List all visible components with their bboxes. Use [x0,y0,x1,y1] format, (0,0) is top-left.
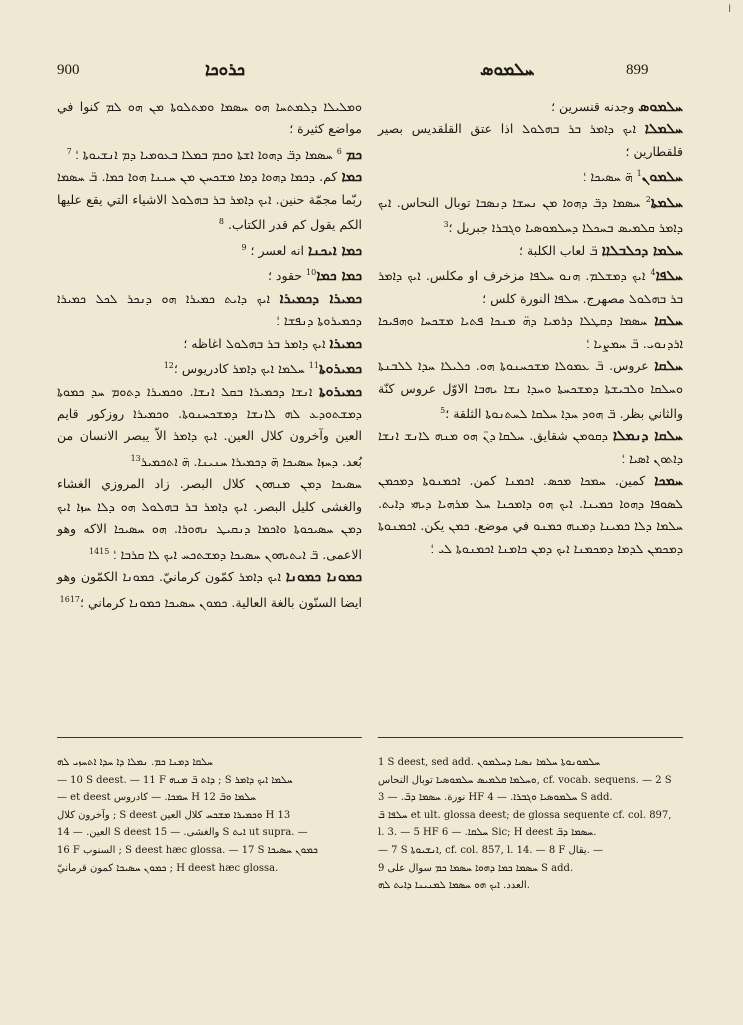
footnote-divider [378,737,683,738]
entry: ܚܠܡܘܢ$^1$ ܗ̈ ܚܣܝܟܐ ؛ [583,169,683,186]
entry: ܚܣܝܟܐ ܕܡܢ ܡܢܗܘܢ كلال البصر. زاد المروزي الغشاء والغشى كليل البصر. ܐܝܟ ܕܐܡܪ ܒܪ ܒܗܠܘܠ ܗܘ ܕܠܐ ܚܙܐ ܐܝܟ ܕܡܢ ܚܣܝܟܘܬܐ ܘܐܟܡܐ ܕܢܩܝܛ ܢܗܘܪܐ. ܗܘ ܚܣܝܟܐ الاكه وهو الاعمى. ܒ̈ ܐܝܬܝܗܘܢ ܚܣܝܟܐ ܕܡܫܬܟܚ ܐܝܟ ܠܐ ܩܪܒܐ ؛ $^{1415}$ [57,476,362,562]
lemma: ܚܠܡܠܐ [644,121,683,138]
entry: ܟܡܝܪܘܬܐ$^{11}$ ܚܠܡܐ ܐܝܟ ܕܐܡܪ كادريوس ؛$^{12}$ [163,361,362,378]
lemma: ܚܠܩܐ [654,313,683,330]
entry: ܚܡܟܐ كمين. ܚܡܟܐ ܡܟܣ. ܐܟܡܢܐ كمن. ܐܟܡܢܘܬܐ ܕܡܟܡܢ ܠܣܘܦܐ ܕܗܘܐ ܟܡܝܢܐ. ܐܝܟ ܗܘ ܕܐܡܟܢܐ ܚܠ ܡܪܗܝܐ ܕܝܗܝ ܕܐܝܬ. ܚܠܡܐ ܕܠܐ ܟܡܝܢܐ ܕܡܢܗ ܟܡܢܘ في موضع. ܟܡܢ يكن. ܐܟܡܢܘܬܐ ܕܡܟܡܢ ܠܕܡܐ ܕܡܟܡܢܐ ܐܝܟ ܕܡܢ ܟܐܡܢܐ ܐܟܡܢܘܬܐ ܠܝ ؛ [378,473,683,556]
footnote-line: ܟܡܘܢ ܚܣܝܟܐ كمون قرمانيّ ; H deest hæc glossa. [57,862,279,874]
lemma: ܚܠܡܘܢ [641,169,683,186]
right-running-title: ܚܠܡܘܣ [480,60,535,80]
corner-mark: ا [728,4,731,15]
footnote-line: 1 S deest, sed add. ܚܠܡܘܢܘܬܐ ܚܠܡܐ ܢܣܝܐ ܕܚܠܡܘܢ [378,757,601,768]
footnote-line: — 10 S deest. — 11 F ܕܐܬ ܒ̈ ܡܢܗ ; S ܚܠܡܐ ܐܝܟ ܕܐܡܪ [57,774,293,786]
footnote-line: العين. — 14 S deest والغشى. — 15 S ܐܝܬ ut supra. — [57,827,308,839]
left-page-number: 900 [57,62,80,78]
entry: ܚܠܩܐ ܚܣܡܐ ܕܩܛܠܐ ܕܪܡܝܐ ܕܗ̈ ܡܢܟܐ ܦܬܝܐ ܡܫܟܚܐ ܘܗܦܝܟܐ ܐܪܕܢܘܝ. ܒ̈ ܚܡܨܝܐ ؛ [378,313,683,351]
entry: ܚܠܩܐ عروس. ܒ̈ ܥܡܘܠܐ ܡܫܟܚܢܘܬܐ ܗܘ. ܟܠܝܠܐ ܚܕܐ ܠܠܒܢܬܐ ܘܚܠܩܐ ܘܠܒܝܫܬܐ ܕܡܫܟܚܬܐ ܘܚܕܐ ܢܫܐ ܝܗܒܐ الاوّل عروس كنّة والثاني بظر. ܒ̈ ܗܘܕ ܚܕܐ ܚܠܩܐ ܠܚܬܢܘܬܐ الثلقة ؛$^5$ [378,358,683,422]
entry: ܚܠܡܐ ܕܟܠܒܠܐܐ ܒ̈ لعاب الكلبة ؛ [519,242,683,259]
footnote-line: وآخرون كلال ; S deest ܘܟܡܝܪܐ ܡܫܟܚ كلال العين H 13 [57,809,291,821]
lemma: ܚܠܡܘܣ [638,99,683,115]
entry: ܚܠܡܠܐ ܐܝܟ ܕܐܡܪ ܒܪ ܒܗܠܘܠ اذا عتق القلقديس بصير قلقطارين ؛ [378,121,683,159]
lemma: ܟܡܘܢܐ ܟܡܘܢܐ [285,569,362,586]
entry: ܟܡܝܪܘܬܐ ܐܢܫܐ ܕܟܡܝܪܐ ܒܩܠ ܐܢܫܐ. ܘܟܡܝܪܐ ܕܬܘܡ ܚܕ ܟܡܘܬܐ ܕܡܫܬܘܕܥ ܠܗ ܠܐܢܫܐ ܕܡܫܟܚܢܘܬܐ. ܘܟܡܝܪܐ روزكور قايم العين وآخرون كلال العين. ܐܝܟ ܕܐܡܪ الاّ يبصر الانسان من بُعد. ܕܚܙܐ ܚܣܝܟܐ ܗ̈ ܕܟܡܝܪܐ ܚܢܝܢܐ. ܗ̈ ܐܬܟܡܝܪ$^{13}$ [57,383,362,470]
entry: ܘܡܠܝܠܐ ܕܠܡܬܚܐ ܗܘ ܚܣܡܐ ܘܡܬܠܘܬܐ ܡܢ ܗܘ ܠܡ كنوا في مواضع كثيرة ؛ [57,99,362,137]
entry: ܟܡ $^6$ ܚܣܡܐ ܕܒ̈ ܕܗܘܐ ܐܫܬܐ ܘܟܡ ܒܡܠܐ ܒܥܘܡܝܐ ܕܡ ܐܢܫܝܘܬܐ ؛ $^7$ [66,146,362,163]
lemma: ܟܡܐ ܐܝܟܢܐ [307,242,362,259]
lemma: ܚܠܡܬܐ [650,194,683,211]
entry: ܚܠܡܬܐ$^2$ ܚܣܡܐ ܕܒ̈ ܕܗܘܐ ܡܢ ܢܚܫܐ ܕܢܣܒܐ توبال النحاس. ܐܝܟ ܕܐܡܪ ܩܠܡܝܣ ܒܚܟܠܐ ܕܚܠܡܘܣܝܐ ܘܓܒܪܐ جبريل ؛$^3$ [378,194,683,236]
left-footnotes [57,754,362,877]
right-column [378,96,683,560]
lemma: ܚܠܩܐ ܕܢܡܠܐ [612,428,683,445]
lemma: ܟܡܐ ܟܡܐ [316,268,362,285]
lemma: ܚܠܦܐ [655,268,683,285]
footnote-divider [57,737,362,738]
footnote-line: العدد. ܐܝܟ ܗܘ ܚܣܡܐ ܠܡܢܝܢܐ ܕܐܝܬ ܠܗ. [378,880,530,892]
footnote-line: ܚܠܦܐ ܒ̈ et ult. glossa deest; de glossa sequente cf. col. 897, [378,809,672,821]
footnote-line: ܘܚܠܡܐ ܩܠܡܝܣ ܚܠܡܘܣܝܐ توبال النحاس, cf. vocab. sequens. — 2 S [378,774,672,786]
entry: ܟܡܐ كم. ܕܟܡܐ ܕܗܘܐ ܕܡܐ ܡܫܟܚܢ ܡܢ ܚܢܢܐ ܗܘܐ ܟܡܐ. ܒ̈ ܚܣܡܐ ربّما مجمّة حنين. ܐܝܟ ܕܐܡܪ ܒܪ ܒܗܠܘܠ الاشياء التي يقع عليها الكم يقول كم قدر الكتاب. $^8$ [57,169,362,233]
lemma: ܚܠܡܐ ܕܟܠܒܠܐܐ [601,242,683,259]
footnote-line: ܚܠܩܐ ܕܡܢܐ ܟܡ. ܢܡܠܐ ܕܐ ܚܕܐ ܐܬܚܙܝ ܠܗ [57,757,213,768]
entry: ܟܡܘܢܐ ܟܡܘܢܐ ܐܝܟ ܕܐܡܪ كمّون كرمانيّ. ܟܡܘܢܐ الكمّون وهو ايضا السنّون بالغة العالية. ܟܡܘܢ ܚܣܝܟܐ ܟܡܘܢܐ كرماني ؛$^{1617}$ [57,569,362,610]
entry: ܚܠܩܐ ܕܢܡܠܐ ܕܩܘܡܢ شقايق. ܚܠܩܐ ܕܢ̈ ܗܘ ܡܢܗ ܠܐܢܫ ܐܢܫܐ ܕܐܬܘܢ ܐܣܝܐ ؛ [378,428,683,466]
right-page-number: 899 [626,62,649,78]
footnote-line: l. 3. — 5 HF ܚܠܩܐ. — 6 Sic; H deest ܚܣܡܐ ܕܒ̈. [378,827,597,839]
entry: ܟܡܐ ܟܡܐ$^{10}$ حقود ؛ [267,268,362,285]
lemma: ܟܡܐ [341,169,362,186]
left-column [57,96,362,614]
lemma: ܚܡܟܐ [654,473,683,490]
lemma: ܟܡܝܪܐ [329,335,362,352]
footnote-line: 16 F السنوب ; S deest hæc glossa. — 17 S ܟܡܘܢ ܚܣܝܟܐ [57,844,318,856]
entry: ܟܡܐ ܐܝܟܢܐ انه لعسر ؛ $^9$ [241,242,362,259]
footnote-line: — 7 S ܐܢܫܝܘܬܐ, cf. col. 857, l. 14. — 8 F يقال. — [378,844,604,856]
lemma: ܟܡ [345,146,362,163]
left-running-title: ܟܪܘܟܐ [205,60,246,80]
lemma: ܟܡܝܪܐ ܕܟܡܝܪܐ [279,290,362,307]
footnote-line: نورة. ܚܣܡܐ ܕܒ̈. — 3 HF ܚܠܡܘܣܝܐ ܘܓܒܪܐ. — 4 S add. [378,792,613,804]
entry: ܚܠܦܐ$^4$ ܐܝܟ ܕܡܫܠܡ. ܗܢܘ ܚܠܦܐ مزخرف او مكلس. ܐܝܟ ܕܐܡܪ ܒܪ ܒܗܠܘܠ مصهرج. ܚܠܦܐ النورة كلس ؛ [378,268,683,306]
right-footnotes [378,754,683,895]
entry: ܟܡܝܪܐ ܕܟܡܝܪܐ ܐܝܟ ܕܐܝܬ ܟܡܝܪܐ ܗܘ ܕܢܟܪ ܠܟܠ ܟܡܝܪܐ ܕܟܡܝܪܘܬܐ ܕܢܦܫܐ ؛ [57,290,362,329]
entry: ܚܠܡܘܣ وجدنه قنسرين ؛ [551,99,683,115]
lemma: ܚܠܩܐ [654,358,683,375]
lemma: ܟܡܝܪܘܬܐ [318,361,362,378]
entry: ܟܡܝܪܐ ܐܝܟ ܕܐܡܪ ܒܪ ܒܗܠܘܠ اغاظه ؛ [183,335,362,352]
footnote-line: — et deest ܚܡܟܐ. — كادروس H 12 ܚܠܡܐ ܘܒ̈ [57,792,257,804]
footnote-line: ܚܣܡܐ ܟܡܐ ܕܗܘܐ ܚܣܡܐ ܟܡ سوال على 9 S add. [378,862,574,874]
lemma: ܟܡܝܪܘܬܐ [318,383,362,400]
